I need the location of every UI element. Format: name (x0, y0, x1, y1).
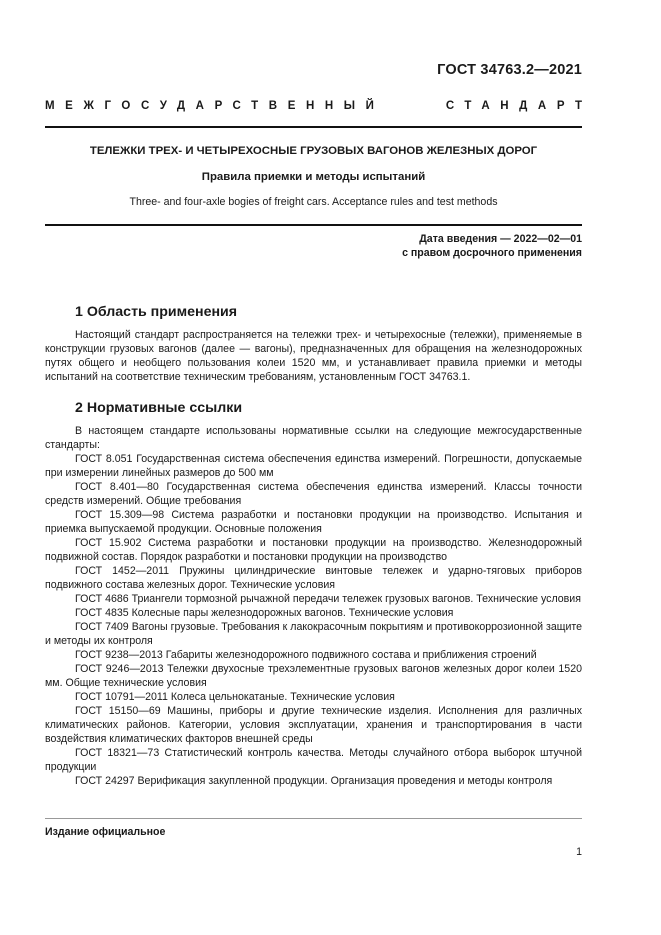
reference-item: ГОСТ 4686 Триангели тормозной рычажной передачи тележек грузовых вагонов. Технические условия (75, 593, 581, 605)
footer-divider (45, 818, 582, 819)
reference-intro: В настоящем стандарте использованы нормативные ссылки на следующие межгосударственные стандарты: (45, 425, 582, 451)
reference-item: ГОСТ 18321—73 Статистический контроль качества. Методы случайного отбора выборок штучной продукции (45, 747, 582, 773)
early-application-note: с правом досрочного применения (402, 247, 582, 259)
reference-item: ГОСТ 7409 Вагоны грузовые. Требования к лакокрасочным покрытиям и противокоррозионной защите и методы их контроля (45, 621, 582, 647)
section-title-references: 2 Нормативные ссылки (75, 400, 243, 416)
top-divider (45, 126, 582, 128)
reference-item: ГОСТ 10791—2011 Колеса цельнокатаные. Технические условия (75, 691, 395, 703)
page-number: 1 (576, 846, 582, 858)
reference-item: ГОСТ 24297 Верификация закупленной продукции. Организация проведения и методы контроля (75, 775, 553, 787)
document-code: ГОСТ 34763.2—2021 (437, 62, 582, 78)
reference-item: ГОСТ 1452—2011 Пружины цилиндрические винтовые тележек и ударно-тяговых приборов подвижного состава железных дорог. Технические условия (45, 565, 582, 591)
document-title: ТЕЛЕЖКИ ТРЕХ- И ЧЕТЫРЕХОСНЫЕ ГРУЗОВЫХ ВАГОНОВ ЖЕЛЕЗНЫХ ДОРОГ (89, 145, 538, 157)
reference-item: ГОСТ 15150—69 Машины, приборы и другие технические изделия. Исполнения для различных климатических районов. Категории, условия эксплуатации, хранения и транспортирования в части воздействия климатических факторов внешней среды (45, 705, 582, 745)
scope-paragraph: Настоящий стандарт распространяется на тележки трех- и четырехосные (тележки), применяемые в конструкции грузовых вагонов (далее — вагоны), предназначенных для обращения на железнодорожных путях общего и необщего пользования колеи 1520 мм, и устанавливает правила приемки и методы испытаний на соответствие техническим требованиям, установленным ГОСТ 34763.1. (45, 329, 582, 383)
section-title-scope: 1 Область применения (75, 304, 238, 320)
reference-item: ГОСТ 15.309—98 Система разработки и постановки продукции на производство. Испытания и приемка выпускаемой продукции. Основные положения (45, 509, 582, 535)
reference-item: ГОСТ 4835 Колесные пары железнодорожных вагонов. Технические условия (75, 607, 454, 619)
document-subtitle: Правила приемки и методы испытаний (201, 171, 426, 183)
standard-word-interstate: МЕЖГОСУДАРСТВЕННЫЙ (45, 100, 385, 112)
official-edition-note: Издание официальное (45, 826, 166, 838)
section-normative-references (45, 400, 582, 788)
reference-item: ГОСТ 9246—2013 Тележки двухосные трехэлементные грузовых вагонов железных дорог колеи 1520 мм. Общие технические условия (45, 663, 582, 689)
title-divider (45, 224, 582, 226)
reference-item: ГОСТ 8.051 Государственная система обеспечения единства измерений. Погрешности, допускаемые при измерении линейных размеров до 500 мм (45, 453, 582, 479)
reference-item: ГОСТ 9238—2013 Габариты железнодорожного подвижного состава и приближения строений (75, 649, 537, 661)
section-scope (45, 304, 582, 384)
introduction-date: Дата введения — 2022—02—01 (419, 233, 582, 245)
standard-word-standard: СТАНДАРТ (445, 100, 593, 112)
document-title-english: Three- and four-axle bogies of freight cars. Acceptance rules and test methods (129, 196, 498, 208)
introduction-date-block (402, 232, 582, 260)
standard-banner (45, 100, 593, 112)
reference-item: ГОСТ 15.902 Система разработки и постановки продукции на производство. Железнодорожный подвижной состав. Порядок разработки и постановки продукции на производство (45, 537, 582, 563)
reference-item: ГОСТ 8.401—80 Государственная система обеспечения единства измерений. Классы точности средств измерений. Общие требования (45, 481, 582, 507)
